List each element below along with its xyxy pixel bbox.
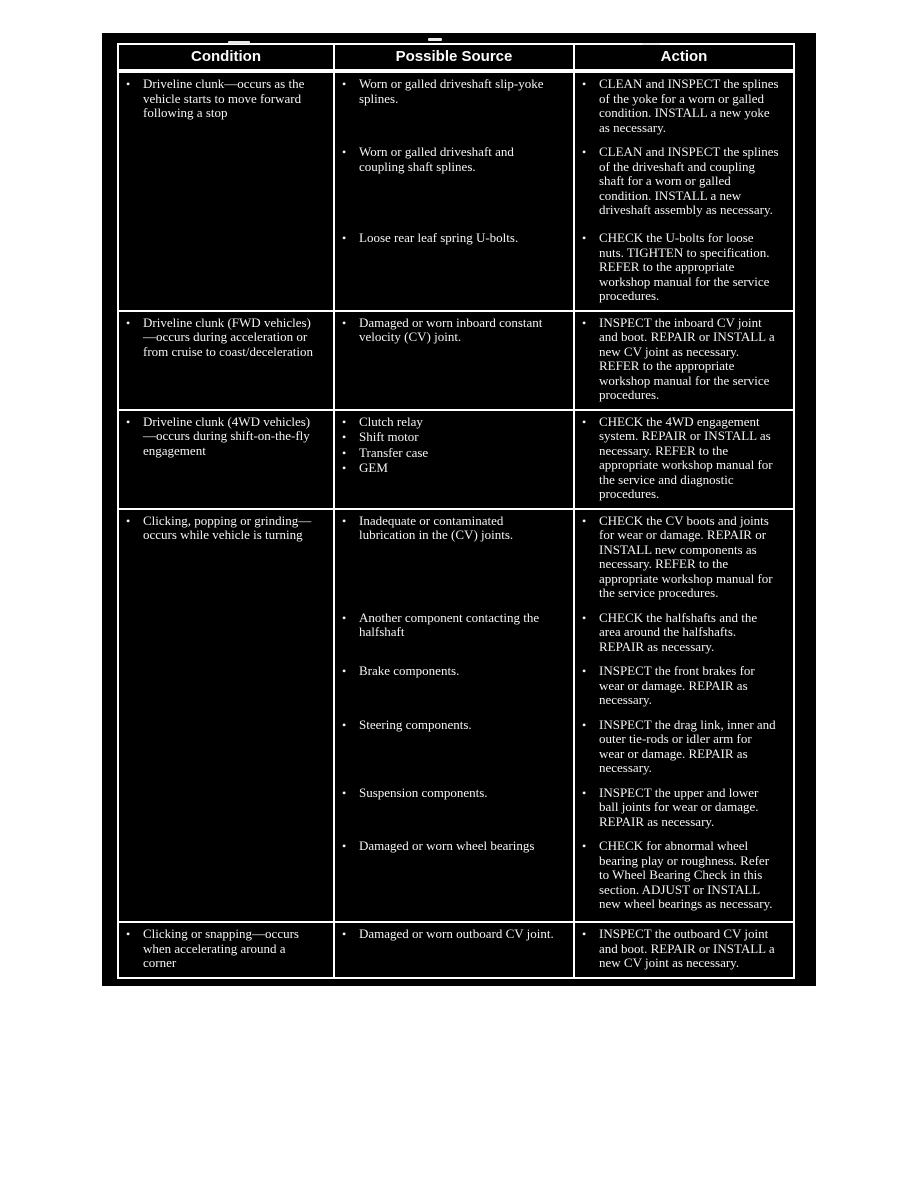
action-cell — [573, 921, 793, 977]
source-item-text: Worn or galled driveshaft slip-yoke splines. — [359, 76, 544, 106]
source-cell — [333, 71, 573, 141]
action-item-text: INSPECT the drag link, inner and outer tie-rods or idler arm for wear or damage. REPAIR as necessary. — [599, 716, 776, 775]
action-item-text: CLEAN and INSPECT the splines of the yoke for a worn or galled condition. INSTALL a new yoke as necessary. — [599, 76, 779, 135]
action-cell — [573, 782, 793, 836]
source-cell — [333, 508, 573, 607]
source-cell — [333, 782, 573, 836]
bullet-icon: • — [582, 610, 587, 625]
col-header-possible-source: Possible Source — [333, 45, 573, 71]
source-cell — [333, 409, 573, 508]
action-item — [575, 415, 791, 502]
action-item-text: INSPECT the inboard CV joint and boot. REPAIR or INSTALL a new CV joint as necessary. REFER to the appropriate workshop manual for the service procedures. — [599, 314, 775, 402]
source-item-text: Damaged or worn outboard CV joint. — [359, 926, 554, 941]
source-item-text: Inadequate or contaminated lubrication in the (CV) joints. — [359, 512, 514, 542]
bullet-icon: • — [582, 315, 587, 330]
action-item-text: CHECK the CV boots and joints for wear or damage. REPAIR or INSTALL new components as necessary. REFER to the appropriate workshop manual for the service procedures. — [599, 512, 773, 600]
action-cell — [573, 310, 793, 409]
action-item — [575, 514, 791, 601]
bullet-icon: • — [582, 145, 587, 159]
bullet-icon: • — [342, 445, 347, 460]
action-item — [575, 786, 791, 830]
action-item — [575, 611, 791, 655]
source-cell — [333, 227, 573, 310]
action-item — [575, 316, 791, 403]
bullet-icon: • — [582, 927, 587, 941]
source-cell — [333, 310, 573, 409]
bullet-icon: • — [582, 414, 587, 429]
action-item — [575, 145, 791, 218]
action-cell — [573, 71, 793, 141]
action-item-text: INSPECT the front brakes for wear or damage. REPAIR as necessary. — [599, 663, 755, 707]
source-item-text: Damaged or worn wheel bearings — [359, 838, 535, 853]
action-cell — [573, 227, 793, 310]
bullet-icon: • — [342, 231, 347, 245]
action-item — [575, 664, 791, 708]
bullet-icon: • — [342, 927, 347, 941]
action-item — [575, 839, 791, 912]
scan-artifact — [642, 43, 660, 45]
bullet-icon: • — [582, 77, 587, 91]
bullet-icon: • — [342, 315, 347, 330]
source-item — [335, 77, 571, 106]
bullet-icon: • — [582, 513, 587, 528]
source-item — [335, 316, 571, 345]
bullet-icon: • — [582, 231, 587, 245]
source-cell — [333, 660, 573, 714]
condition-item-text: Clicking or snapping—occurs when accelerating around a corner — [143, 926, 299, 970]
bullet-icon: • — [342, 414, 347, 429]
condition-item — [119, 514, 331, 543]
action-cell — [573, 835, 793, 921]
action-item-text: CHECK for abnormal wheel bearing play or roughness. Refer to Wheel Bearing Check in this section. ADJUST or INSTALL new wheel bearings as necessary. — [599, 838, 773, 911]
bullet-icon: • — [126, 513, 131, 528]
source-item — [335, 664, 571, 679]
source-item — [335, 231, 571, 246]
scan-artifact — [228, 41, 250, 44]
action-cell — [573, 607, 793, 661]
action-cell — [573, 660, 793, 714]
condition-item — [119, 927, 331, 971]
source-item-text: Steering components. — [359, 716, 472, 732]
condition-item — [119, 77, 331, 121]
condition-item — [119, 415, 331, 459]
action-item-text: CHECK the 4WD engagement system. REPAIR or INSTALL as necessary. REFER to the appropriate workshop manual for the service and diagnostic procedures. — [599, 413, 773, 501]
action-cell — [573, 141, 793, 227]
condition-item-text: Driveline clunk (4WD vehicles)—occurs during shift-on-the-fly engagement — [143, 413, 311, 458]
bullet-icon: • — [126, 315, 131, 330]
bullet-icon: • — [126, 927, 131, 941]
diagnostic-table — [117, 43, 795, 979]
source-item — [335, 786, 571, 801]
bullet-icon: • — [342, 664, 347, 678]
action-item-text: CHECK the U-bolts for loose nuts. TIGHTEN to specification. REFER to the appropriate workshop manual for the service procedures. — [599, 230, 770, 303]
source-item — [335, 611, 571, 640]
bullet-icon: • — [582, 839, 587, 853]
bullet-icon: • — [126, 77, 131, 91]
scanned-page-panel — [102, 33, 816, 986]
bullet-icon: • — [342, 77, 347, 91]
bullet-icon: • — [342, 461, 347, 475]
source-item — [335, 446, 571, 461]
source-item-text: Brake components. — [359, 663, 460, 678]
source-item — [335, 514, 571, 543]
action-item-text: INSPECT the outboard CV joint and boot. REPAIR or INSTALL a new CV joint as necessary. — [599, 926, 775, 970]
condition-cell — [119, 71, 333, 310]
source-item — [335, 839, 571, 854]
source-item — [335, 415, 571, 430]
source-item-text: GEM — [359, 460, 388, 475]
bullet-icon: • — [582, 717, 587, 732]
source-cell — [333, 921, 573, 977]
col-header-action: Action — [573, 45, 793, 71]
source-item-text: Shift motor — [359, 429, 419, 444]
action-item — [575, 927, 791, 971]
source-item — [335, 927, 571, 942]
condition-cell — [119, 310, 333, 409]
bullet-icon: • — [342, 145, 347, 159]
source-item — [335, 461, 571, 476]
source-item — [335, 718, 571, 733]
source-item-text: Damaged or worn inboard constant velocity (CV) joint. — [359, 314, 543, 344]
source-item-text: Loose rear leaf spring U-bolts. — [359, 230, 519, 245]
source-cell — [333, 141, 573, 227]
bullet-icon: • — [342, 785, 347, 800]
source-item-text: Suspension components. — [359, 784, 488, 800]
source-item-text: Clutch relay — [359, 413, 423, 429]
condition-item — [119, 316, 331, 360]
action-item — [575, 77, 791, 135]
source-cell — [333, 835, 573, 921]
action-item-text: CLEAN and INSPECT the splines of the driveshaft and coupling shaft for a worn or galled condition. INSTALL a new driveshaft assembly as necessary. — [599, 144, 779, 217]
source-item — [335, 430, 571, 445]
condition-item-text: Clicking, popping or grinding—occurs while vehicle is turning — [143, 512, 312, 542]
action-item — [575, 231, 791, 304]
bullet-icon: • — [342, 839, 347, 853]
condition-item-text: Driveline clunk—occurs as the vehicle starts to move forward following a stop — [143, 76, 305, 120]
scan-artifact — [428, 38, 442, 41]
action-item — [575, 718, 791, 776]
source-cell — [333, 607, 573, 661]
bullet-icon: • — [342, 717, 347, 732]
bullet-icon: • — [342, 430, 347, 444]
bullet-icon: • — [342, 610, 347, 625]
bullet-icon: • — [582, 664, 587, 678]
condition-cell — [119, 921, 333, 977]
source-item-text: Transfer case — [359, 444, 429, 460]
source-item-text: Worn or galled driveshaft and coupling shaft splines. — [359, 144, 514, 174]
action-cell — [573, 409, 793, 508]
condition-item-text: Driveline clunk (FWD vehicles)—occurs during acceleration or from cruise to coast/deceleration — [143, 314, 314, 359]
bullet-icon: • — [582, 785, 587, 800]
source-item — [335, 145, 571, 174]
bullet-icon: • — [126, 414, 131, 429]
action-item-text: CHECK the halfshafts and the area around the halfshafts. REPAIR as necessary. — [599, 609, 758, 654]
condition-cell — [119, 409, 333, 508]
action-cell — [573, 508, 793, 607]
condition-cell — [119, 508, 333, 922]
source-cell — [333, 714, 573, 782]
col-header-condition: Condition — [119, 45, 333, 71]
bullet-icon: • — [342, 513, 347, 528]
source-item-text: Another component contacting the halfshaft — [359, 609, 540, 639]
action-cell — [573, 714, 793, 782]
action-item-text: INSPECT the upper and lower ball joints for wear or damage. REPAIR as necessary. — [599, 784, 759, 829]
